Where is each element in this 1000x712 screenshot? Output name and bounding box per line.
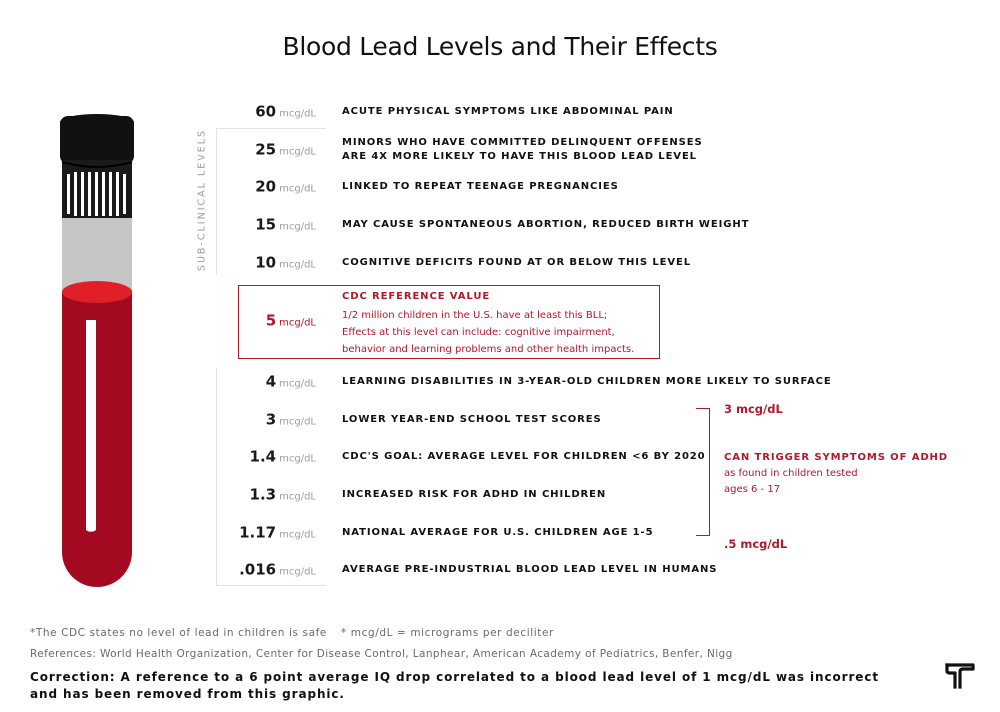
level-value: 5: [265, 311, 277, 330]
level-effect: CDC'S GOAL: AVERAGE LEVEL FOR CHILDREN <6 BY 2020: [342, 451, 706, 462]
correction-line-2: and has been removed from this graphic.: [30, 687, 345, 701]
level-unit: mcg/dL: [279, 317, 316, 329]
level-row-20: [0, 172, 1000, 202]
level-unit: mcg/dL: [279, 378, 316, 390]
sub-clinical-label: SUB-CLINICAL LEVELS: [196, 128, 208, 272]
level-value: 10: [255, 253, 277, 272]
adhd-heading: CAN TRIGGER SYMPTOMS OF ADHD: [724, 452, 949, 463]
level-value: 25: [255, 140, 277, 159]
level-effect: NATIONAL AVERAGE FOR U.S. CHILDREN AGE 1-5: [342, 527, 654, 538]
level-unit: mcg/dL: [279, 453, 316, 465]
level-unit: mcg/dL: [279, 108, 316, 120]
level-effect-line-1: MINORS WHO HAVE COMMITTED DELINQUENT OFFENSES: [342, 137, 703, 148]
level-effect: INCREASED RISK FOR ADHD IN CHILDREN: [342, 489, 607, 500]
level-row-60: [0, 97, 1000, 127]
safe-note: *The CDC states no level of lead in children is safe: [30, 627, 327, 639]
level-value: .016: [239, 560, 277, 579]
brand-logo-icon: [944, 660, 976, 690]
cdc-reference-line-3: behavior and learning problems and other health impacts.: [342, 344, 635, 355]
correction-line-1: Correction: A reference to a 6 point average IQ drop correlated to a blood lead level of 1 mcg/dL was incorrect: [30, 670, 879, 684]
level-value: 3: [265, 410, 277, 429]
level-value: 4: [265, 372, 277, 391]
adhd-line-2: ages 6 - 17: [724, 484, 781, 495]
adhd-range-bottom-label: .5 mcg/dL: [724, 537, 788, 551]
level-unit: mcg/dL: [279, 221, 316, 233]
adhd-range-bracket: [696, 408, 710, 536]
level-effect: MAY CAUSE SPONTANEOUS ABORTION, REDUCED BIRTH WEIGHT: [342, 219, 750, 230]
correction-note: [30, 669, 879, 703]
level-value: 1.3: [249, 485, 277, 504]
level-value: 1.4: [249, 447, 277, 466]
level-row-10: [0, 248, 1000, 278]
level-row-1-3: [0, 480, 1000, 510]
level-effect: LOWER YEAR-END SCHOOL TEST SCORES: [342, 414, 602, 425]
level-unit: mcg/dL: [279, 146, 316, 158]
level-value: 1.17: [239, 523, 277, 542]
level-row-1-17: [0, 518, 1000, 548]
level-unit: mcg/dL: [279, 183, 316, 195]
page-title: Blood Lead Levels and Their Effects: [282, 32, 718, 61]
level-effect: AVERAGE PRE-INDUSTRIAL BLOOD LEAD LEVEL IN HUMANS: [342, 564, 718, 575]
level-value: 60: [255, 102, 277, 121]
level-effect: LEARNING DISABILITIES IN 3-YEAR-OLD CHILDREN MORE LIKELY TO SURFACE: [342, 376, 832, 387]
level-unit: mcg/dL: [279, 259, 316, 271]
level-value: 15: [255, 215, 277, 234]
unit-note: * mcg/dL = micrograms per deciliter: [340, 627, 554, 639]
level-unit: mcg/dL: [279, 566, 316, 578]
level-effect: LINKED TO REPEAT TEENAGE PREGNANCIES: [342, 181, 619, 192]
low-levels-bracket: [216, 368, 326, 586]
level-unit: mcg/dL: [279, 416, 316, 428]
level-effect: ACUTE PHYSICAL SYMPTOMS LIKE ABDOMINAL PAIN: [342, 106, 674, 117]
references-note: References: World Health Organization, Center for Disease Control, Lanphear, American Academy of Pediatrics, Benfer, Nigg: [30, 648, 733, 660]
level-row-3: [0, 405, 1000, 435]
level-unit: mcg/dL: [279, 491, 316, 503]
level-row-0-016: [0, 555, 1000, 585]
footnote-line: [30, 627, 554, 639]
level-effect-line-2: ARE 4X MORE LIKELY TO HAVE THIS BLOOD LEAD LEVEL: [342, 151, 697, 162]
level-effect: COGNITIVE DEFICITS FOUND AT OR BELOW THIS LEVEL: [342, 257, 692, 268]
level-row-25: [0, 135, 1000, 165]
cdc-reference-line-2: Effects at this level can include: cognitive impairment,: [342, 327, 615, 338]
level-value: 20: [255, 177, 277, 196]
adhd-range-top-label: 3 mcg/dL: [724, 402, 783, 416]
level-row-15: [0, 210, 1000, 240]
cdc-reference-heading: CDC REFERENCE VALUE: [342, 291, 491, 302]
cdc-reference-line-1: 1/2 million children in the U.S. have at least this BLL;: [342, 310, 608, 321]
adhd-line-1: as found in children tested: [724, 468, 858, 479]
cdc-reference-level: [266, 312, 316, 331]
level-unit: mcg/dL: [279, 529, 316, 541]
level-row-4: [0, 367, 1000, 397]
